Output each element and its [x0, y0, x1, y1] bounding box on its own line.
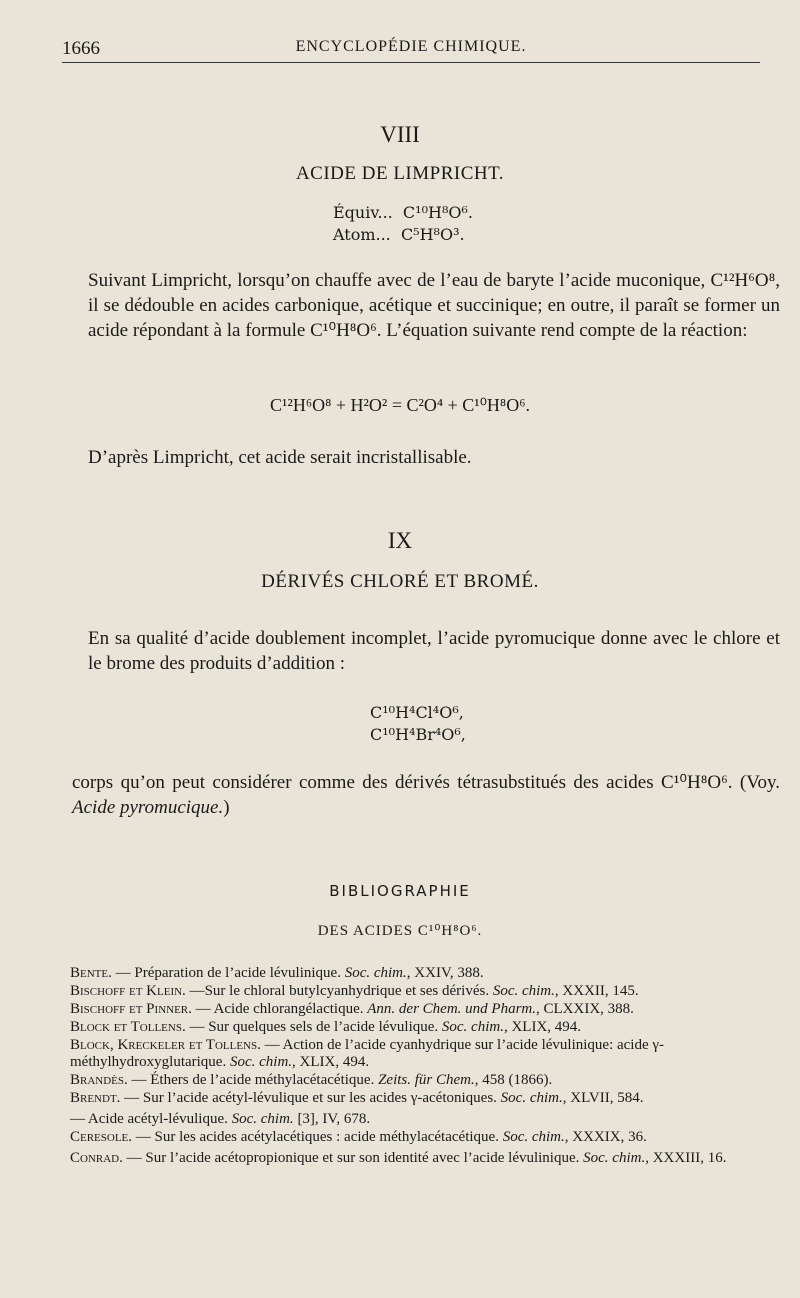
section-8-title: ACIDE DE LIMPRICHT. [295, 163, 505, 184]
ref-tail: , XXXIII, 16. [645, 1150, 727, 1166]
ref-text: — Éthers de l’acide méthylacétacétique. [127, 1072, 379, 1088]
ref-author: Block et Tollens. [70, 1019, 186, 1035]
closing-paren: ) [223, 797, 230, 818]
ref-tail: , XLIX, 494. [503, 1019, 582, 1035]
ref-source: Zeits. für Chem. [378, 1072, 475, 1088]
ref-tail: , CLXXIX, 388. [536, 1001, 634, 1017]
bromo-formula: C¹⁰H⁴Br⁴O⁶, [370, 725, 466, 744]
ref-tail: [3], IV, 678. [293, 1111, 371, 1127]
reaction-equation: C¹²H⁶O⁸ + H²O² = C²O⁴ + C¹⁰H⁸O⁶. [270, 395, 530, 415]
ref-text: — Sur quelques sels de l’acide lévulique. [185, 1019, 442, 1035]
bibliography-heading: BIBLIOGRAPHIE [329, 882, 471, 900]
addition-products [370, 702, 466, 746]
equiv-formula: C¹⁰H⁸O⁶. [402, 203, 473, 222]
reference-entry [70, 1090, 770, 1107]
ref-author: Bischoff et Pinner. [70, 1001, 192, 1017]
ref-author: Bente. [70, 965, 112, 981]
ref-author: Ceresole. [70, 1129, 133, 1145]
ref-tail: , XLIX, 494. [292, 1054, 370, 1070]
equiv-atom-formulas [333, 202, 473, 246]
reference-entry [70, 1111, 770, 1128]
chloro-formula: C¹⁰H⁴Cl⁴O⁶, [370, 703, 464, 722]
ref-source: Soc. chim. [344, 965, 407, 981]
ref-author: Conrad. [70, 1150, 123, 1166]
ref-source: Soc. chim. [229, 1054, 293, 1070]
ref-source: Soc. chim. [500, 1090, 563, 1106]
ref-tail: , XXIV, 388. [406, 965, 484, 981]
ref-author: Brendt. [70, 1090, 121, 1106]
ref-text: — Sur l’acide acétyl-lévulique et sur les acides γ-acétoniques. [120, 1090, 501, 1106]
ref-text: — Acide chlorangélactique. [191, 1001, 368, 1017]
ref-source: Ann. der Chem. und Pharm. [367, 1001, 536, 1017]
ref-tail: , XXXII, 145. [554, 983, 639, 999]
pyromucique-paragraph: En sa qualité d’acide doublement incomplet, l’acide pyromucique donne avec le chlore et le brome des produits d’addition : [88, 628, 780, 674]
ref-source: Soc. chim. [583, 1150, 646, 1166]
ref-tail: , XLVII, 584. [562, 1090, 644, 1106]
ref-author: Block, Kreckeler et Tollens. [70, 1037, 261, 1053]
reference-entry [70, 1037, 770, 1071]
ref-tail: , XXXIX, 36. [564, 1129, 647, 1145]
ref-source: Soc. chim. [231, 1111, 294, 1127]
running-title: ENCYCLOPÉDIE CHIMIQUE. [295, 38, 527, 55]
reference-entry [70, 1019, 770, 1036]
ref-text: — Acide acétyl-lévulique. [70, 1111, 232, 1127]
limpricht-paragraph: Suivant Limpricht, lorsqu’on chauffe avec de l’eau de baryte l’acide muconique, C¹²H⁶O⁸, il se dédouble en acides carbonique, acétique et succinique; en outre, il paraît se former un acide répondant à la formule C¹⁰H⁸O⁶. L’équation suivante rend compte de la réaction: [88, 270, 780, 341]
ref-text: — Sur l’acide acétopropionique et sur son identité avec l’acide lévulinique. [122, 1150, 584, 1166]
page-number: 1666 [62, 38, 100, 59]
reference-entry [70, 1001, 770, 1018]
ref-text: — Préparation de l’acide lévulinique. [111, 965, 345, 981]
acide-pyromucique-ref: Acide pyromucique. [72, 797, 224, 818]
running-header [62, 38, 760, 63]
ref-text: — Action de l’acide cyanhydrique sur l’acide lévulinique: acide γ-méthylhydroxyglutarique. [70, 1037, 665, 1070]
tetrasubstitues-paragraph [72, 770, 780, 820]
ref-source: Soc. chim. [502, 1129, 565, 1145]
atom-formula: C⁵H⁸O³. [400, 225, 465, 244]
references-list [70, 965, 770, 1168]
reference-entry [70, 965, 770, 982]
incristallisable-paragraph: D’après Limpricht, cet acide serait incristallisable. [88, 447, 472, 468]
ref-text: —Sur le chloral butylcyanhydrique et ses dérivés. [185, 983, 493, 999]
ref-text: — Sur les acides acétylacétiques : acide méthylacétacétique. [132, 1129, 503, 1145]
reference-entry [70, 1129, 770, 1146]
ref-source: Soc. chim. [441, 1019, 504, 1035]
section-9-numeral: IX [387, 528, 413, 553]
reference-entry [70, 1072, 770, 1089]
ref-source: Soc. chim. [492, 983, 555, 999]
equiv-label: Équiv... [333, 203, 393, 222]
reference-entry [70, 1150, 770, 1167]
ref-tail: , 458 (1866). [474, 1072, 553, 1088]
tetrasubstitues-text: corps qu’on peut considérer comme des dérivés tétrasubstitués des acides C¹⁰H⁸O⁶. (Voy. [72, 772, 780, 793]
atom-label: Atom... [333, 225, 391, 244]
ref-author: Brandès. [70, 1072, 128, 1088]
bibliography-subheading: DES ACIDES C¹⁰H⁸O⁶. [317, 923, 483, 939]
ref-author: Bischoff et Klein. [70, 983, 186, 999]
section-9-title: DÉRIVÉS CHLORÉ ET BROMÉ. [261, 571, 539, 592]
reference-entry [70, 983, 770, 1000]
section-8-numeral: VIII [380, 122, 420, 147]
